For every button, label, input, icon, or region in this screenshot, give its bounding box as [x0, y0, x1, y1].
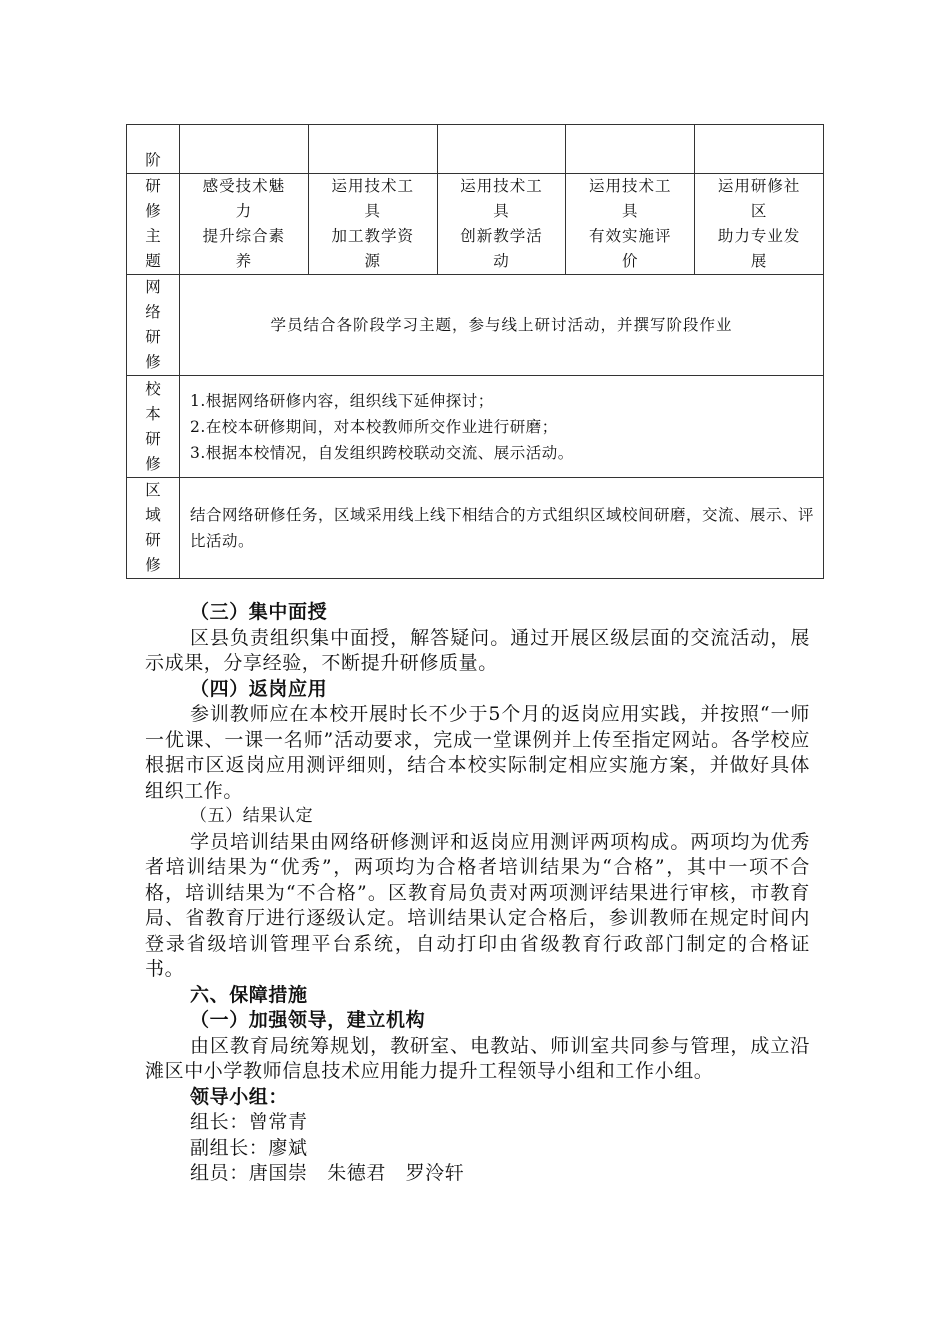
table-cell — [566, 125, 695, 174]
training-plan-table — [126, 124, 824, 579]
list-item: 3.根据本校情况，自发组织跨校联动交流、展示活动。 — [190, 443, 574, 462]
online-research-text: 学员结合各阶段学习主题，参与线上研讨活动，并撰写阶段作业 — [180, 275, 824, 376]
group-title: 领导小组： — [190, 1085, 289, 1108]
theme-cell-2: 运用技术工 具 加工教学资 源 — [308, 174, 437, 275]
theme-cell-5: 运用研修社 区 助力专业发 展 — [695, 174, 824, 275]
theme-cell-4: 运用技术工 具 有效实施评 价 — [566, 174, 695, 275]
list-item: 1.根据网络研修内容，组织线下延伸探讨； — [190, 391, 494, 410]
section-4-title: （四）返岗应用 — [190, 677, 328, 700]
section-4-body: 参训教师应在本校开展时长不少于5个月的返岗应用实践，并按照“一师一优课、一课一名师”活动要求，完成一堂课例并上传至指定网站。各学校应根据市区返岗应用测评细则，结合本校实际制定相应实施方案，并做好具体组织工作。 — [145, 703, 810, 802]
table-row-school — [127, 376, 824, 478]
section-6-title: 六、保障措施 — [190, 983, 308, 1006]
row-label-stage: 阶 — [127, 125, 180, 174]
row-label-theme: 研 修 主 题 — [127, 174, 180, 275]
table-cell — [437, 125, 566, 174]
section-6-1-body: 由区教育局统筹规划，教研室、电教站、师训室共同参与管理，成立沿滩区中小学教师信息技术应用能力提升工程领导小组和工作小组。 — [145, 1034, 810, 1082]
document-body — [145, 600, 810, 1187]
leader-line: 组长：曾常青 — [190, 1111, 308, 1133]
section-6-1-title: （一）加强领导，建立机构 — [190, 1009, 426, 1031]
table-row-stage — [127, 125, 824, 174]
row-label-district: 区 域 研 修 — [127, 478, 180, 579]
row-label-school: 校 本 研 修 — [127, 376, 180, 478]
district-research-text: 结合网络研修任务，区域采用线上线下相结合的方式组织区域校间研磨，交流、展示、评比活动。 — [180, 478, 824, 579]
section-5-body: 学员培训结果由网络研修测评和返岗应用测评两项构成。两项均为优秀者培训结果为“优秀”，两项均为合格者培训结果为“合格”，其中一项不合格，培训结果为“不合格”。区教育局负责对两项测评结果进行审核，市教育局、省教育厅进行逐级认定。培训结果认定合格后，参训教师在规定时间内登录省级培训管理平台系统，自动打印由省级教育行政部门制定的合格证书。 — [145, 830, 810, 980]
section-5-title: （五）结果认定 — [190, 806, 314, 826]
table-cell — [695, 125, 824, 174]
school-research-list — [180, 376, 824, 478]
vice-leader-line: 副组长：廖斌 — [190, 1136, 308, 1159]
row-label-online: 网 络 研 修 — [127, 275, 180, 376]
table-cell — [180, 125, 309, 174]
section-3-body: 区县负责组织集中面授，解答疑问。通过开展区级层面的交流活动，展示成果，分享经验，不断提升研修质量。 — [145, 626, 810, 674]
table-row-theme — [127, 174, 824, 275]
members-line: 组员：唐国崇 朱德君 罗泠轩 — [190, 1162, 465, 1184]
list-item: 2.在校本研修期间，对本校教师所交作业进行研磨； — [190, 417, 558, 436]
table-cell — [308, 125, 437, 174]
section-3-title: （三）集中面授 — [190, 601, 328, 623]
table-row-district — [127, 478, 824, 579]
theme-cell-3: 运用技术工 具 创新教学活 动 — [437, 174, 566, 275]
table-row-online — [127, 275, 824, 376]
theme-cell-1: 感受技术魅 力 提升综合素 养 — [180, 174, 309, 275]
